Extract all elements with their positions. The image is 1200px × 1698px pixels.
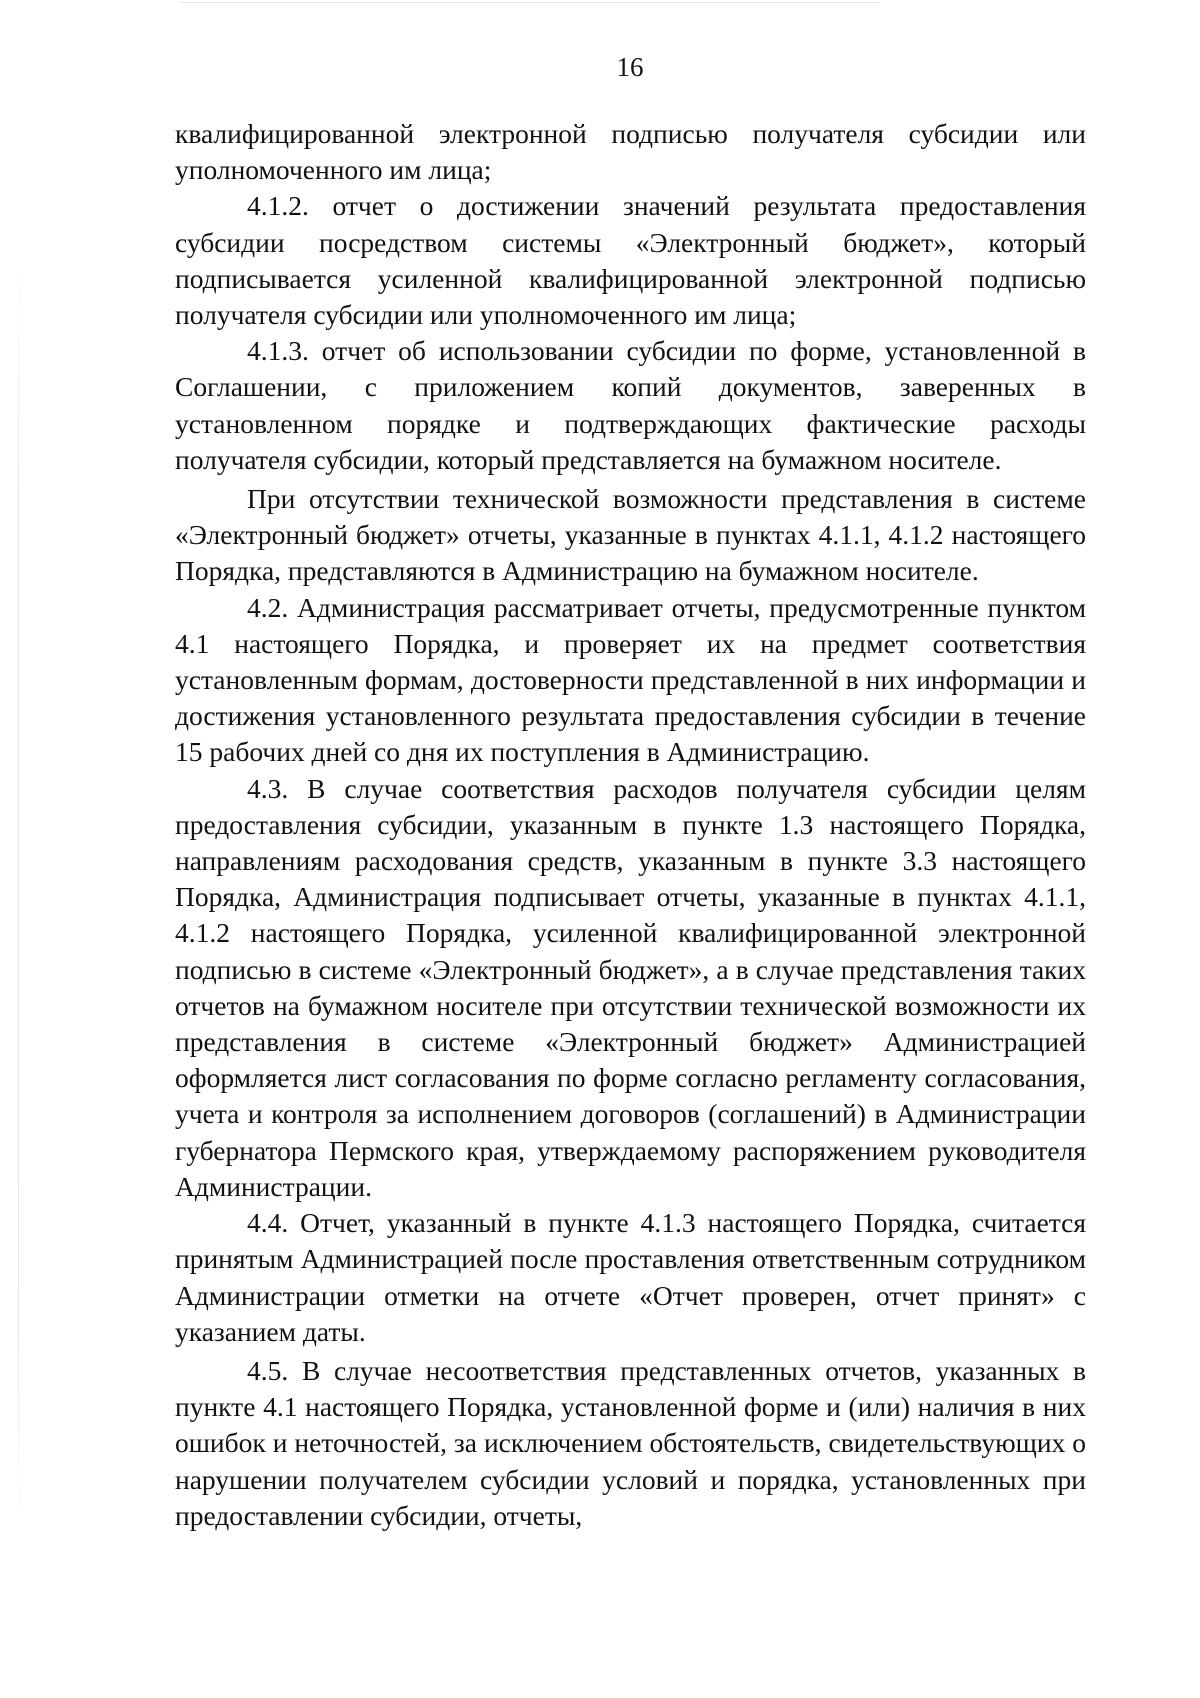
paragraph-4-4: 4.4. Отчет, указанный в пункте 4.1.3 настоящего Порядка, считается принятым Администрацией после проставления ответственным сотрудником Администрации отметки на отчете «Отчет проверен, отчет принят» с указанием даты. (175, 1207, 1086, 1347)
paragraph-4-1-3: 4.1.3. отчет об использовании субсидии по форме, установленной в Соглашении, с приложением копий документов, заверенных в установленном порядке и подтверждающих фактические расходы получателя субсидии, который представляется на бумажном носителе. (175, 335, 1086, 475)
scan-edge-top (180, 2, 880, 3)
paragraph-no-technical-possibility: При отсутствии технической возможности представления в системе «Электронный бюджет» отчеты, указанные в пунктах 4.1.1, 4.1.2 настоящего Порядка, представляются в Администрацию на бумажном носителе. (175, 483, 1086, 587)
paragraph-4-2: 4.2. Администрация рассматривает отчеты, предусмотренные пунктом 4.1 настоящего Порядка, и проверяет их на предмет соответствия установленным формам, достоверности представленной в них информации и достижения установленного результата предоставления субсидии в течение 15 рабочих дней со дня их поступления в Администрацию. (175, 591, 1086, 768)
paragraph-4-3: 4.3. В случае соответствия расходов получателя субсидии целям предоставления субсидии, указанным в пункте 1.3 настоящего Порядка, направлениям расходования средств, указанным в пункте 3.3 настоящего Порядка, Администрация подписывает отчеты, указанные в пунктах 4.1.1, 4.1.2 настоящего Порядка, усиленной квалифицированной электронной подписью в системе «Электронный бюджет», а в случае представления таких отчетов на бумажном носителе при отсутствии технической возможности их представления в системе «Электронный бюджет» Администрацией оформляется лист согласования по форме согласно регламенту согласования, учета и контроля за исполнением договоров (соглашений) в Администрации губернатора Пермского края, утверждаемому распоряжением руководителя Администрации. (175, 772, 1086, 1202)
document-body (175, 116, 1086, 1534)
paragraph-4-1-2: 4.1.2. отчет о достижении значений результата предоставления субсидии посредством системы «Электронный бюджет», который подписывается усиленной квалифицированной электронной подписью получателя субсидии или уполномоченного им лица; (175, 190, 1086, 331)
paragraph-continuation: квалифицированной электронной подписью получателя субсидии или уполномоченного им лица; (175, 118, 1086, 186)
scan-edge-left (18, 240, 19, 1540)
page-number: 16 (616, 52, 644, 82)
paragraph-4-5: 4.5. В случае несоответствия представленных отчетов, указанных в пункте 4.1 настоящего Порядка, установленной форме и (или) наличия в них ошибок и неточностей, за исключением обстоятельств, свидетельствующих о нарушении получателем субсидии условий и порядка, установленных при предоставлении субсидии, отчеты, (175, 1354, 1086, 1531)
